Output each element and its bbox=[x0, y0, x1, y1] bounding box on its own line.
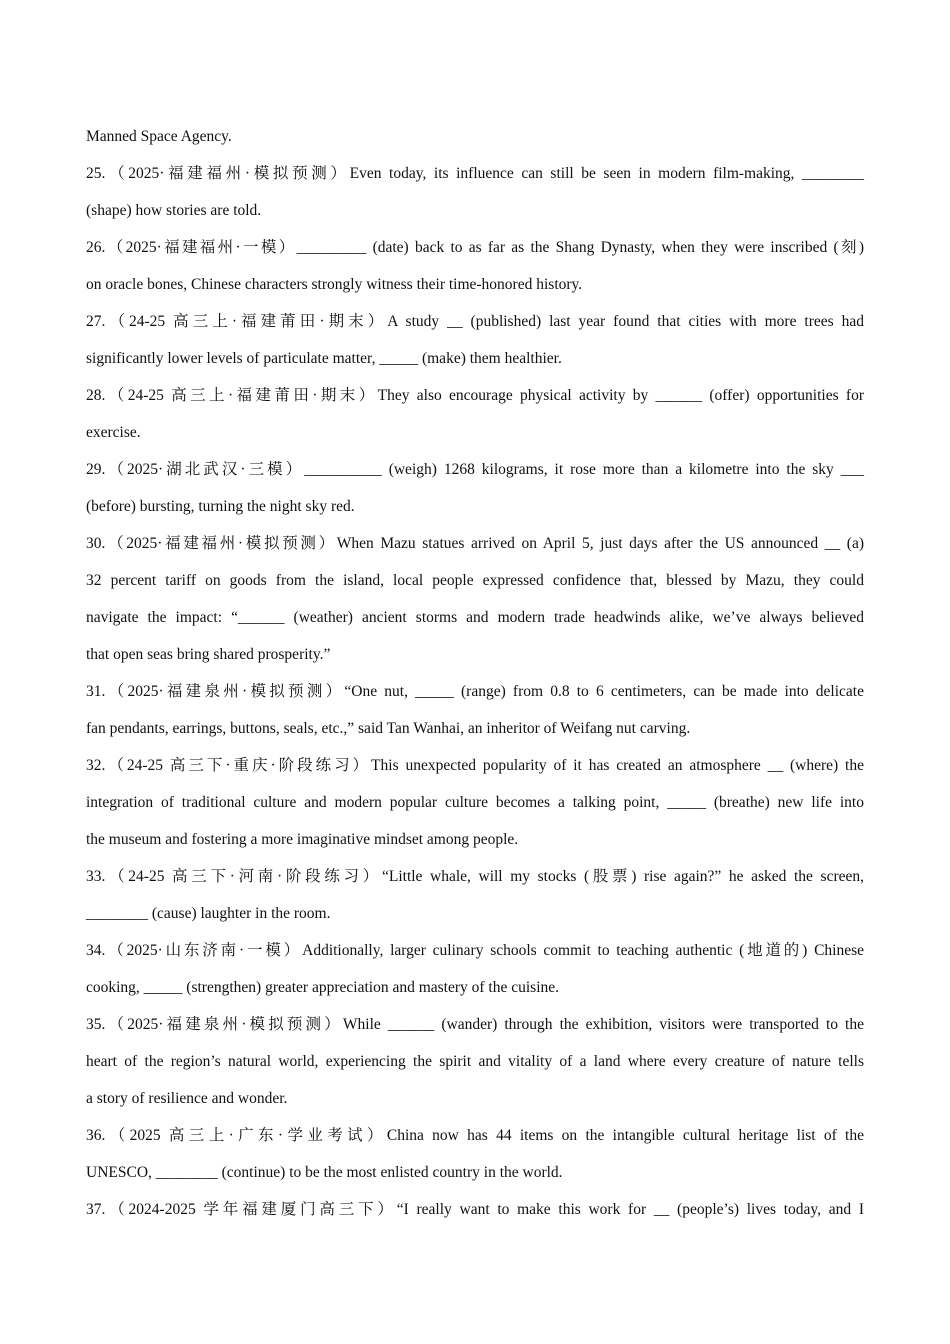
text-line: 26.（2025·福建福州·一模）_________ (date) back to as far as the Shang Dynasty, when they were inscribed (刻) bbox=[86, 239, 864, 256]
text-line: 27.（24-25 高三上·福建莆田·期末）A study __ (published) last year found that cities with more trees had bbox=[86, 313, 864, 330]
text-line: exercise. bbox=[86, 424, 141, 441]
text-line: 36.（2025 高三上·广东·学业考试）China now has 44 items on the intangible cultural heritage list of the bbox=[86, 1127, 864, 1144]
text-line: navigate the impact: “______ (weather) ancient storms and modern trade headwinds alike, we’ve always believed bbox=[86, 609, 864, 626]
text-line: UNESCO, ________ (continue) to be the most enlisted country in the world. bbox=[86, 1164, 563, 1181]
text-line: the museum and fostering a more imaginative mindset among people. bbox=[86, 831, 519, 848]
text-line: 33.（24-25 高三下·河南·阶段练习）“Little whale, will my stocks (股票) rise again?” he asked the screen, bbox=[86, 868, 864, 885]
text-line: (before) bursting, turning the night sky red. bbox=[86, 498, 355, 515]
text-line: on oracle bones, Chinese characters strongly witness their time-honored history. bbox=[86, 276, 583, 293]
text-line: 35.（2025·福建泉州·模拟预测）While ______ (wander) through the exhibition, visitors were transported to the bbox=[86, 1016, 864, 1033]
text-line: integration of traditional culture and modern popular culture becomes a talking point, _____ (breathe) new life into bbox=[86, 794, 864, 811]
text-line: that open seas bring shared prosperity.” bbox=[86, 646, 331, 663]
text-line: 31.（2025·福建泉州·模拟预测）“One nut, _____ (range) from 0.8 to 6 centimeters, can be made into delicate bbox=[86, 683, 864, 700]
text-line: a story of resilience and wonder. bbox=[86, 1090, 288, 1107]
text-line: fan pendants, earrings, buttons, seals, etc.,” said Tan Wanhai, an inheritor of Weifang nut carving. bbox=[86, 720, 691, 737]
text-line: heart of the region’s natural world, experiencing the spirit and vitality of a land where every creature of nature tells bbox=[86, 1053, 864, 1070]
text-line: 25.（2025·福建福州·模拟预测）Even today, its influence can still be seen in modern film-making, ________ bbox=[86, 165, 864, 182]
text-line: 29.（2025·湖北武汉·三模）__________ (weigh) 1268 kilograms, it rose more than a kilometre into the sky ___ bbox=[86, 461, 864, 478]
text-line: 28.（24-25 高三上·福建莆田·期末）They also encourage physical activity by ______ (offer) opportunities for bbox=[86, 387, 864, 404]
text-line: cooking, _____ (strengthen) greater appreciation and mastery of the cuisine. bbox=[86, 979, 560, 996]
text-line: ________ (cause) laughter in the room. bbox=[86, 905, 331, 922]
text-line: 37.（2024-2025 学年福建厦门高三下）“I really want to make this work for __ (people’s) lives today, and I bbox=[86, 1201, 864, 1218]
text-line: 34.（2025·山东济南·一模）Additionally, larger culinary schools commit to teaching authentic (地道的) Chinese bbox=[86, 942, 864, 959]
document-page bbox=[86, 118, 864, 1228]
text-line: Manned Space Agency. bbox=[86, 128, 232, 145]
text-line: (shape) how stories are told. bbox=[86, 202, 262, 219]
text-line: significantly lower levels of particulate matter, _____ (make) them healthier. bbox=[86, 350, 562, 367]
text-line: 30.（2025·福建福州·模拟预测）When Mazu statues arrived on April 5, just days after the US announced __ (a) bbox=[86, 535, 864, 552]
text-line: 32.（24-25 高三下·重庆·阶段练习）This unexpected popularity of it has created an atmosphere __ (where) the bbox=[86, 757, 864, 774]
text-line: 32 percent tariff on goods from the island, local people expressed confidence that, blessed by Mazu, they could bbox=[86, 572, 864, 589]
